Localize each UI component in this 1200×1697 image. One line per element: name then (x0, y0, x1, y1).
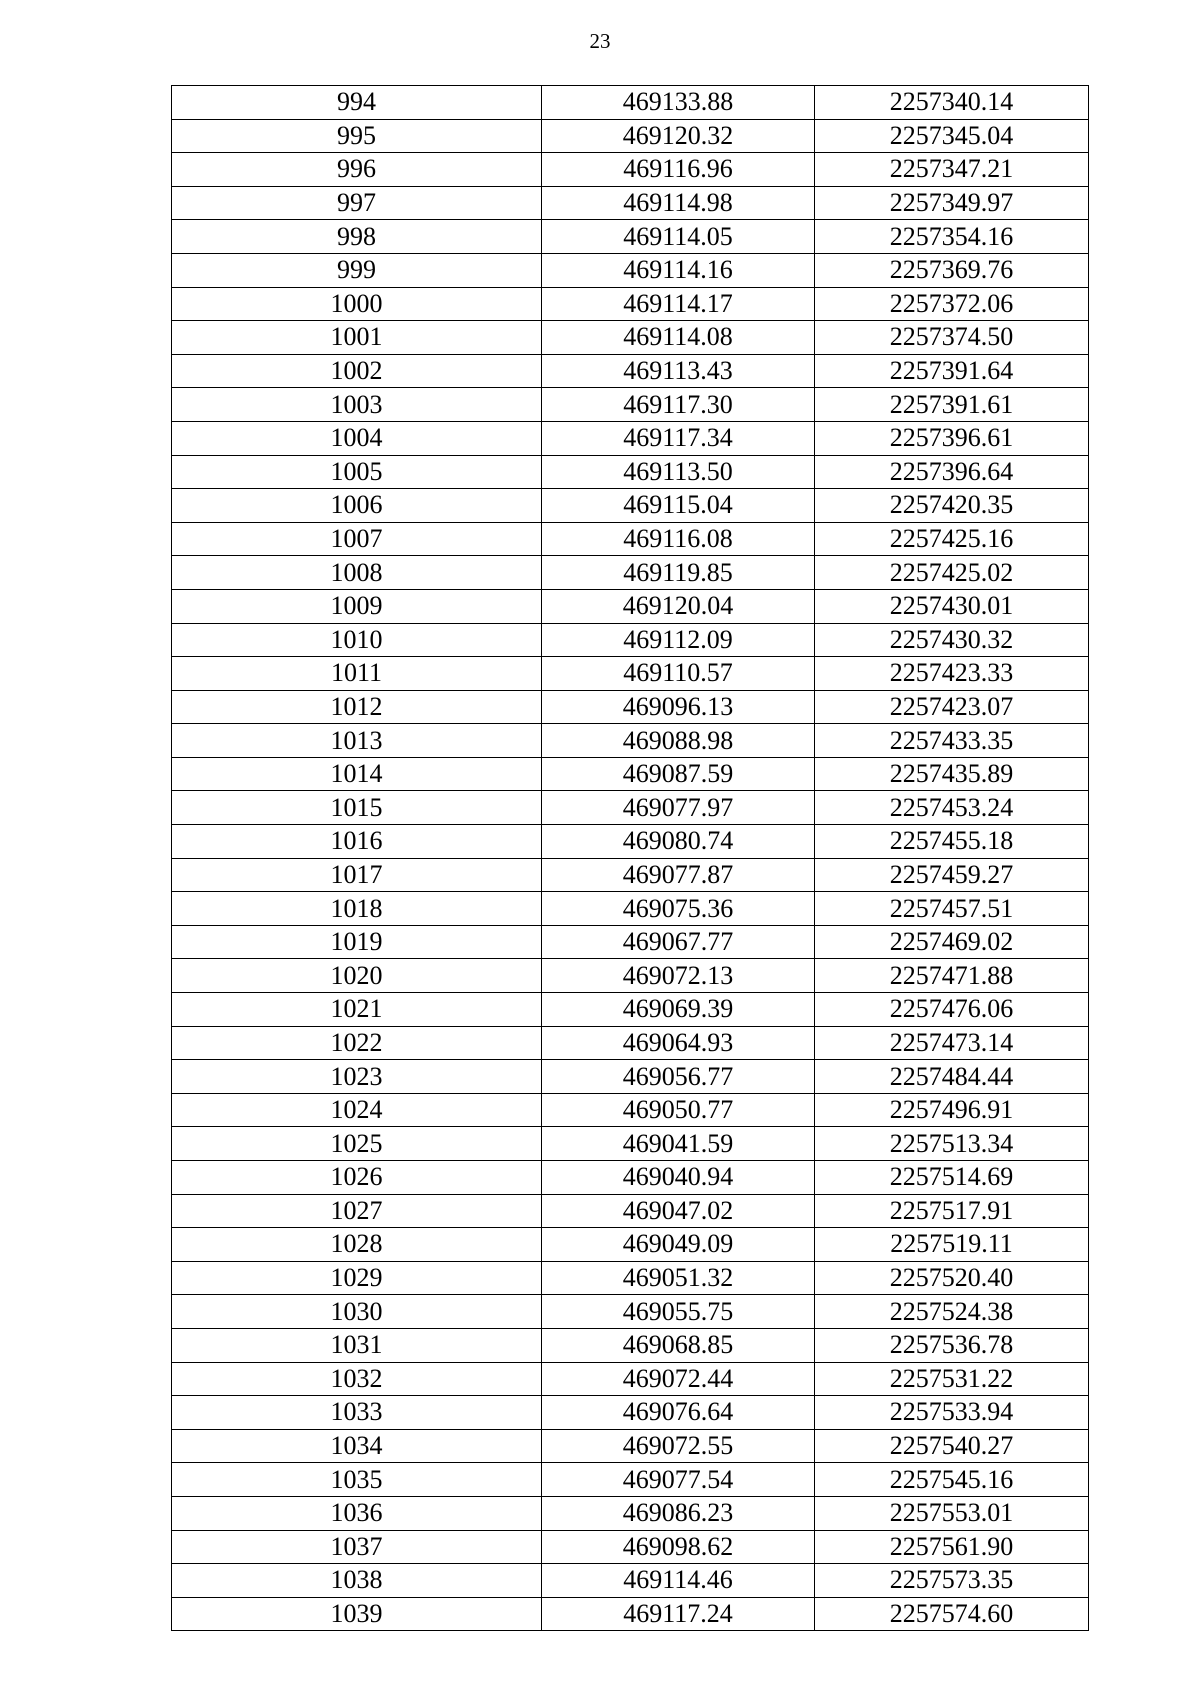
y-coordinate-cell: 2257553.01 (815, 1496, 1089, 1530)
point-number-cell: 1024 (172, 1093, 542, 1127)
x-coordinate-cell: 469115.04 (542, 489, 815, 523)
table-row (172, 791, 1089, 825)
x-coordinate-cell: 469114.17 (542, 287, 815, 321)
point-number-cell: 1030 (172, 1295, 542, 1329)
table-row (172, 1496, 1089, 1530)
point-number-cell: 1012 (172, 690, 542, 724)
table-row (172, 858, 1089, 892)
point-number-cell: 1011 (172, 657, 542, 691)
y-coordinate-cell: 2257469.02 (815, 925, 1089, 959)
point-number-cell: 1034 (172, 1429, 542, 1463)
x-coordinate-cell: 469117.34 (542, 421, 815, 455)
point-number-cell: 1009 (172, 589, 542, 623)
y-coordinate-cell: 2257536.78 (815, 1328, 1089, 1362)
page-number: 23 (589, 29, 611, 53)
table-row (172, 220, 1089, 254)
table-row (172, 892, 1089, 926)
x-coordinate-cell: 469117.24 (542, 1597, 815, 1631)
point-number-cell: 997 (172, 186, 542, 220)
table-row (172, 724, 1089, 758)
table-row (172, 421, 1089, 455)
x-coordinate-cell: 469114.16 (542, 253, 815, 287)
table-row (172, 1093, 1089, 1127)
table-row (172, 119, 1089, 153)
table-row (172, 321, 1089, 355)
point-number-cell: 1001 (172, 321, 542, 355)
x-coordinate-cell: 469077.97 (542, 791, 815, 825)
y-coordinate-cell: 2257473.14 (815, 1026, 1089, 1060)
x-coordinate-cell: 469041.59 (542, 1127, 815, 1161)
table-row (172, 757, 1089, 791)
y-coordinate-cell: 2257520.40 (815, 1261, 1089, 1295)
table-row (172, 1228, 1089, 1262)
y-coordinate-cell: 2257561.90 (815, 1530, 1089, 1564)
x-coordinate-cell: 469133.88 (542, 86, 815, 120)
point-number-cell: 1038 (172, 1564, 542, 1598)
y-coordinate-cell: 2257455.18 (815, 825, 1089, 859)
x-coordinate-cell: 469051.32 (542, 1261, 815, 1295)
table-row (172, 287, 1089, 321)
point-number-cell: 998 (172, 220, 542, 254)
y-coordinate-cell: 2257374.50 (815, 321, 1089, 355)
y-coordinate-cell: 2257430.01 (815, 589, 1089, 623)
point-number-cell: 1013 (172, 724, 542, 758)
point-number-cell: 1003 (172, 388, 542, 422)
point-number-cell: 1027 (172, 1194, 542, 1228)
x-coordinate-cell: 469116.96 (542, 153, 815, 187)
point-number-cell: 1023 (172, 1060, 542, 1094)
table-row (172, 253, 1089, 287)
x-coordinate-cell: 469077.87 (542, 858, 815, 892)
coordinates-table (171, 85, 1089, 1631)
point-number-cell: 1007 (172, 522, 542, 556)
table-row (172, 1362, 1089, 1396)
point-number-cell: 1019 (172, 925, 542, 959)
y-coordinate-cell: 2257425.02 (815, 556, 1089, 590)
x-coordinate-cell: 469050.77 (542, 1093, 815, 1127)
x-coordinate-cell: 469077.54 (542, 1463, 815, 1497)
x-coordinate-cell: 469096.13 (542, 690, 815, 724)
x-coordinate-cell: 469098.62 (542, 1530, 815, 1564)
point-number-cell: 1005 (172, 455, 542, 489)
x-coordinate-cell: 469116.08 (542, 522, 815, 556)
point-number-cell: 1000 (172, 287, 542, 321)
table-row (172, 993, 1089, 1027)
point-number-cell: 1037 (172, 1530, 542, 1564)
y-coordinate-cell: 2257425.16 (815, 522, 1089, 556)
x-coordinate-cell: 469069.39 (542, 993, 815, 1027)
table-row (172, 1564, 1089, 1598)
table-row (172, 1295, 1089, 1329)
y-coordinate-cell: 2257391.64 (815, 354, 1089, 388)
x-coordinate-cell: 469112.09 (542, 623, 815, 657)
table-row (172, 1161, 1089, 1195)
point-number-cell: 1031 (172, 1328, 542, 1362)
x-coordinate-cell: 469086.23 (542, 1496, 815, 1530)
x-coordinate-cell: 469114.98 (542, 186, 815, 220)
point-number-cell: 1026 (172, 1161, 542, 1195)
x-coordinate-cell: 469120.04 (542, 589, 815, 623)
table-row (172, 1463, 1089, 1497)
x-coordinate-cell: 469047.02 (542, 1194, 815, 1228)
y-coordinate-cell: 2257340.14 (815, 86, 1089, 120)
y-coordinate-cell: 2257496.91 (815, 1093, 1089, 1127)
x-coordinate-cell: 469076.64 (542, 1396, 815, 1430)
point-number-cell: 999 (172, 253, 542, 287)
y-coordinate-cell: 2257459.27 (815, 858, 1089, 892)
table-row (172, 1530, 1089, 1564)
y-coordinate-cell: 2257423.33 (815, 657, 1089, 691)
x-coordinate-cell: 469113.50 (542, 455, 815, 489)
point-number-cell: 1036 (172, 1496, 542, 1530)
point-number-cell: 1020 (172, 959, 542, 993)
table-row (172, 589, 1089, 623)
x-coordinate-cell: 469120.32 (542, 119, 815, 153)
y-coordinate-cell: 2257372.06 (815, 287, 1089, 321)
point-number-cell: 1025 (172, 1127, 542, 1161)
point-number-cell: 1002 (172, 354, 542, 388)
table-row (172, 925, 1089, 959)
point-number-cell: 1039 (172, 1597, 542, 1631)
y-coordinate-cell: 2257533.94 (815, 1396, 1089, 1430)
x-coordinate-cell: 469114.46 (542, 1564, 815, 1598)
point-number-cell: 995 (172, 119, 542, 153)
x-coordinate-cell: 469055.75 (542, 1295, 815, 1329)
x-coordinate-cell: 469067.77 (542, 925, 815, 959)
y-coordinate-cell: 2257471.88 (815, 959, 1089, 993)
y-coordinate-cell: 2257345.04 (815, 119, 1089, 153)
table-row (172, 153, 1089, 187)
point-number-cell: 1022 (172, 1026, 542, 1060)
x-coordinate-cell: 469072.13 (542, 959, 815, 993)
x-coordinate-cell: 469056.77 (542, 1060, 815, 1094)
y-coordinate-cell: 2257573.35 (815, 1564, 1089, 1598)
y-coordinate-cell: 2257420.35 (815, 489, 1089, 523)
x-coordinate-cell: 469049.09 (542, 1228, 815, 1262)
x-coordinate-cell: 469068.85 (542, 1328, 815, 1362)
y-coordinate-cell: 2257519.11 (815, 1228, 1089, 1262)
table-row (172, 1194, 1089, 1228)
point-number-cell: 1017 (172, 858, 542, 892)
table-row (172, 354, 1089, 388)
x-coordinate-cell: 469088.98 (542, 724, 815, 758)
table-row (172, 1261, 1089, 1295)
table-row (172, 825, 1089, 859)
point-number-cell: 1014 (172, 757, 542, 791)
table-row (172, 455, 1089, 489)
x-coordinate-cell: 469080.74 (542, 825, 815, 859)
y-coordinate-cell: 2257476.06 (815, 993, 1089, 1027)
table-row (172, 1127, 1089, 1161)
y-coordinate-cell: 2257517.91 (815, 1194, 1089, 1228)
x-coordinate-cell: 469119.85 (542, 556, 815, 590)
table-row (172, 1328, 1089, 1362)
table-row (172, 657, 1089, 691)
table-row (172, 1429, 1089, 1463)
table-row (172, 959, 1089, 993)
table-row (172, 1026, 1089, 1060)
y-coordinate-cell: 2257396.64 (815, 455, 1089, 489)
table-row (172, 489, 1089, 523)
point-number-cell: 1004 (172, 421, 542, 455)
point-number-cell: 1018 (172, 892, 542, 926)
y-coordinate-cell: 2257540.27 (815, 1429, 1089, 1463)
x-coordinate-cell: 469114.05 (542, 220, 815, 254)
x-coordinate-cell: 469087.59 (542, 757, 815, 791)
y-coordinate-cell: 2257354.16 (815, 220, 1089, 254)
table-row (172, 522, 1089, 556)
table-row (172, 623, 1089, 657)
y-coordinate-cell: 2257457.51 (815, 892, 1089, 926)
y-coordinate-cell: 2257453.24 (815, 791, 1089, 825)
y-coordinate-cell: 2257435.89 (815, 757, 1089, 791)
x-coordinate-cell: 469040.94 (542, 1161, 815, 1195)
point-number-cell: 1032 (172, 1362, 542, 1396)
x-coordinate-cell: 469114.08 (542, 321, 815, 355)
y-coordinate-cell: 2257369.76 (815, 253, 1089, 287)
point-number-cell: 1016 (172, 825, 542, 859)
table-row (172, 388, 1089, 422)
y-coordinate-cell: 2257396.61 (815, 421, 1089, 455)
y-coordinate-cell: 2257391.61 (815, 388, 1089, 422)
x-coordinate-cell: 469064.93 (542, 1026, 815, 1060)
y-coordinate-cell: 2257484.44 (815, 1060, 1089, 1094)
point-number-cell: 994 (172, 86, 542, 120)
y-coordinate-cell: 2257513.34 (815, 1127, 1089, 1161)
point-number-cell: 1010 (172, 623, 542, 657)
point-number-cell: 1035 (172, 1463, 542, 1497)
table-row (172, 690, 1089, 724)
y-coordinate-cell: 2257433.35 (815, 724, 1089, 758)
point-number-cell: 1006 (172, 489, 542, 523)
table-row (172, 556, 1089, 590)
table-row (172, 1597, 1089, 1631)
point-number-cell: 1015 (172, 791, 542, 825)
x-coordinate-cell: 469113.43 (542, 354, 815, 388)
table-row (172, 86, 1089, 120)
x-coordinate-cell: 469075.36 (542, 892, 815, 926)
y-coordinate-cell: 2257349.97 (815, 186, 1089, 220)
table-row (172, 1060, 1089, 1094)
point-number-cell: 1033 (172, 1396, 542, 1430)
y-coordinate-cell: 2257574.60 (815, 1597, 1089, 1631)
point-number-cell: 1028 (172, 1228, 542, 1262)
x-coordinate-cell: 469072.55 (542, 1429, 815, 1463)
point-number-cell: 996 (172, 153, 542, 187)
y-coordinate-cell: 2257514.69 (815, 1161, 1089, 1195)
y-coordinate-cell: 2257545.16 (815, 1463, 1089, 1497)
point-number-cell: 1008 (172, 556, 542, 590)
coordinates-table-body (172, 86, 1089, 1631)
point-number-cell: 1029 (172, 1261, 542, 1295)
table-row (172, 186, 1089, 220)
y-coordinate-cell: 2257524.38 (815, 1295, 1089, 1329)
point-number-cell: 1021 (172, 993, 542, 1027)
y-coordinate-cell: 2257423.07 (815, 690, 1089, 724)
table-row (172, 1396, 1089, 1430)
y-coordinate-cell: 2257430.32 (815, 623, 1089, 657)
x-coordinate-cell: 469117.30 (542, 388, 815, 422)
x-coordinate-cell: 469072.44 (542, 1362, 815, 1396)
x-coordinate-cell: 469110.57 (542, 657, 815, 691)
y-coordinate-cell: 2257347.21 (815, 153, 1089, 187)
y-coordinate-cell: 2257531.22 (815, 1362, 1089, 1396)
